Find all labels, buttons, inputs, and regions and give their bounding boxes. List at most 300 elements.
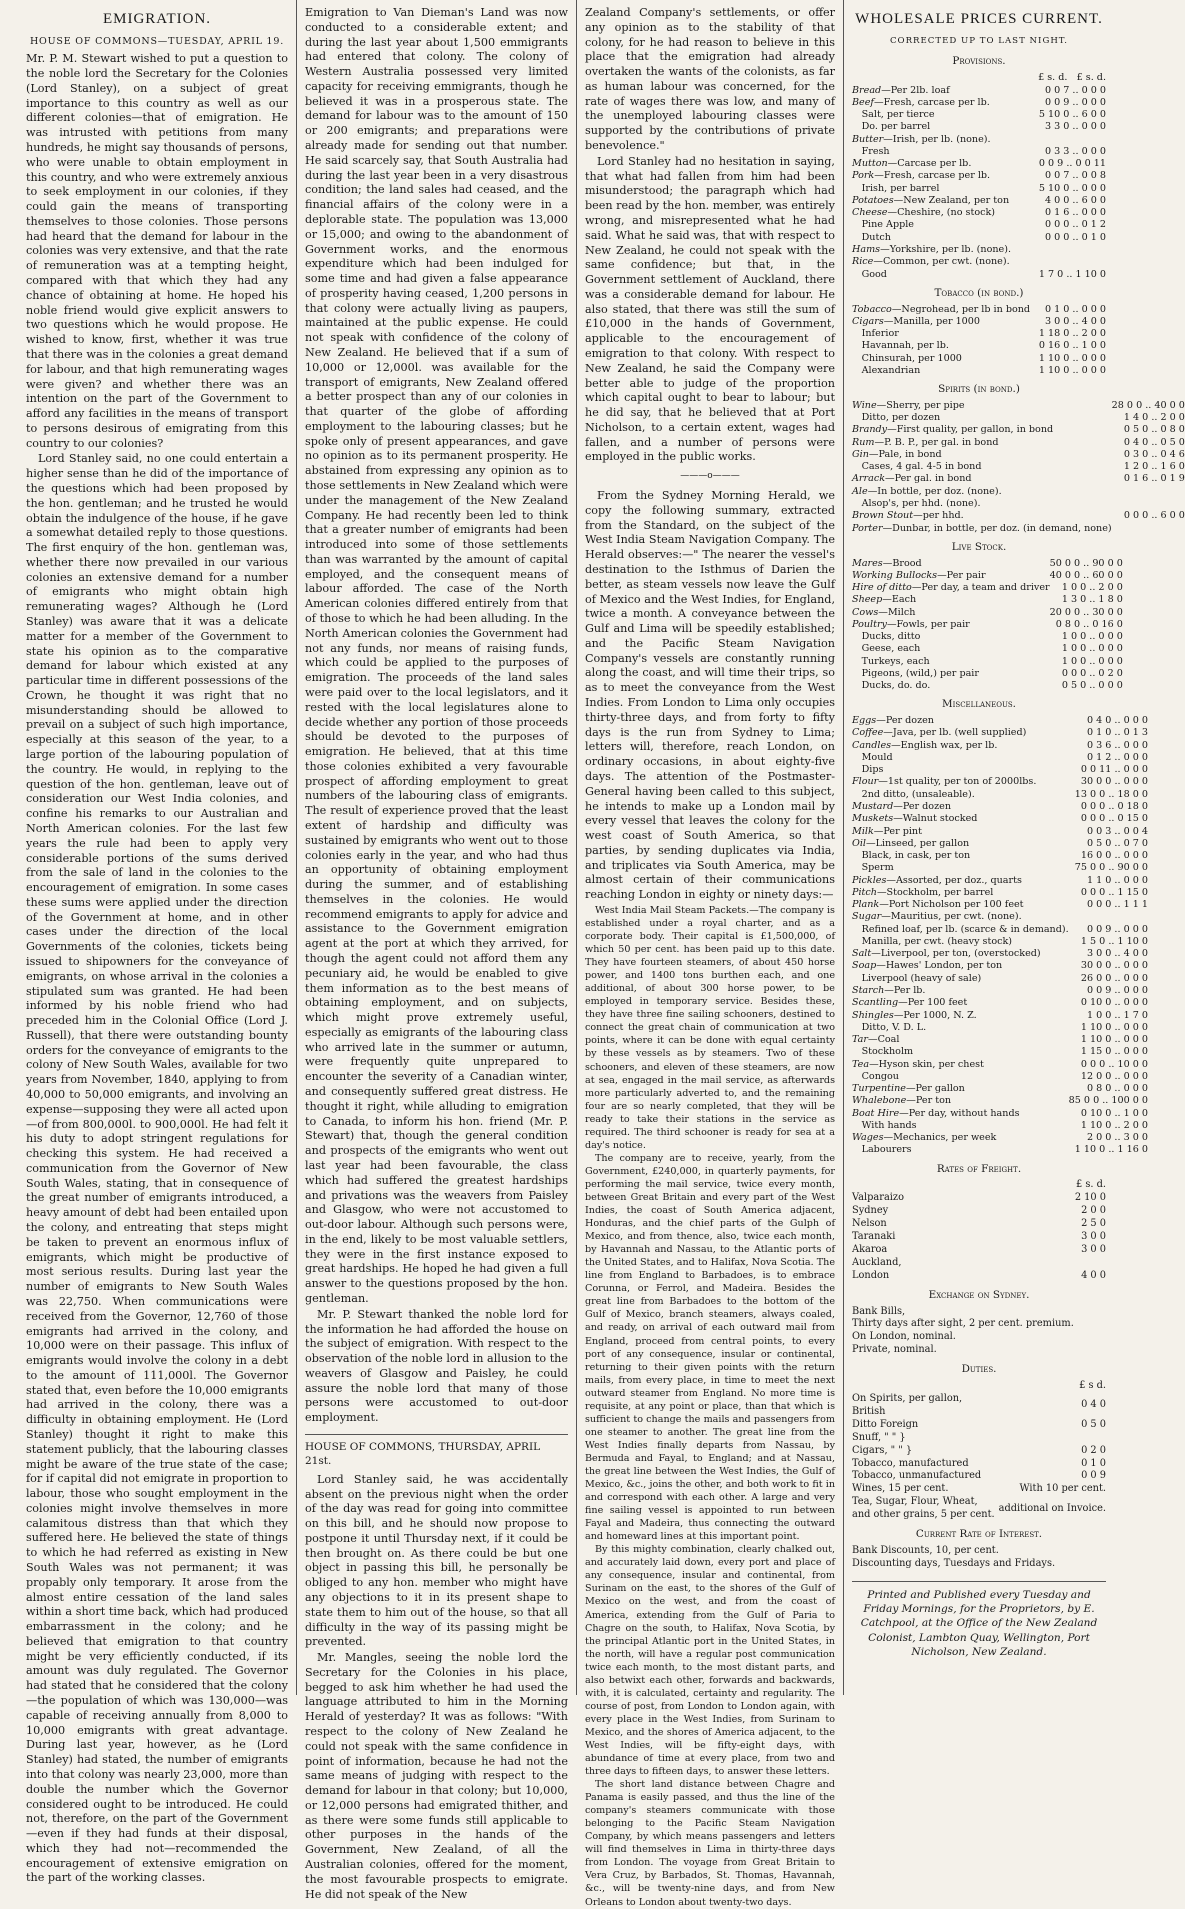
price-item-name: Tobacco <box>852 303 892 315</box>
price-row <box>852 776 1148 788</box>
price-item-name: Salt <box>852 948 872 960</box>
price-item <box>852 875 1069 887</box>
price-row <box>852 619 1123 631</box>
freight-place: Valparaizo <box>852 1192 904 1204</box>
price-row <box>852 498 1185 510</box>
price-item-name: Hire of ditto <box>852 582 912 594</box>
column-1 <box>18 0 296 1885</box>
price-row <box>852 1046 1148 1058</box>
price-value: 26 0 0 .. 0 0 0 <box>1080 972 1148 984</box>
price-item-detail: —Hyson skin, per chest <box>869 1058 984 1070</box>
price-item-detail: Ditto, V. D. L. <box>852 1021 927 1033</box>
price-item <box>852 1010 1069 1022</box>
price-row <box>852 960 1148 972</box>
price-item <box>852 1071 1069 1083</box>
article-paragraph: Lord Stanley had no hesitation in saying, that what had fallen from him had been misunderstood; the paragraph which had been read by the hon. member, was entirely wrong, and misrepresented what he had said. What he said was, that with respect to New Zealand, he could not speak with the same confidence; but that, in the Government settlement of Auckland, there was a considerable demand for labour. He also stated, that there was still the sum of £10,000 in the hands of Government, applicable to the encouragement of emigration to that colony. With respect to New Zealand, he said the Company were better able to judge of the proportion which capital ought to bear to labour; but he did say, that he believed that at Port Nicholson, to a certain extent, wages had fallen, and a number of persons were employed in the public works. <box>585 154 835 464</box>
article-paragraph: Lord Stanley said, he was accidentally absent on the previous night when the order of the day was read for going into committee on this bill, and he should now propose to postpone it until Thursday next, if it could be then brought on. As there could be but one object in passing this bill, he personally be obliged to any hon. member who might have any objections to it in its present shape to state them to him out of the house, so that all difficulty in the way of its passing might be prevented. <box>305 1472 568 1649</box>
price-value: 3 0 0 .. 4 0 0 <box>1086 948 1148 960</box>
price-item <box>852 424 1112 436</box>
emigration-subheading: HOUSE OF COMMONS—TUESDAY, APRIL 19. <box>29 35 285 47</box>
emigration-title: EMIGRATION. <box>102 11 212 27</box>
duty-label: Snuff, " " } <box>852 1431 906 1443</box>
prices-subtitle: CORRECTED UP TO LAST NIGHT. <box>889 35 1069 46</box>
price-item-name: Poultry <box>852 618 887 630</box>
price-item-name: Starch <box>852 985 885 996</box>
price-value <box>1112 486 1185 498</box>
price-item <box>852 146 1026 158</box>
interest-line: Bank Discounts, 10, per cent. <box>852 1544 999 1556</box>
price-item-detail: —Brood <box>882 557 922 569</box>
price-item <box>852 656 1050 668</box>
price-item-name: Potatoes <box>852 194 894 206</box>
freight-rate: 2 5 0 <box>1081 1218 1106 1230</box>
price-value: 1 10 0 .. 1 16 0 <box>1074 1144 1148 1156</box>
price-item <box>852 85 1026 97</box>
price-item-detail: —Cheshire, (no stock) <box>887 207 996 219</box>
price-value: 0 3 6 .. 0 0 0 <box>1086 739 1148 751</box>
price-item-detail: —Mauritius, per cwt. (none). <box>881 911 1022 923</box>
price-row <box>852 486 1185 498</box>
price-item-name: Pitch <box>852 886 877 898</box>
packets-paragraph: The company are to receive, yearly, from the Government, £240,000, in quarterly payments, for performing the mail service, twice every month, between Great Britain and every part of the West Indies, the coast of South America adjacent, Honduras, and the chief parts of the Gulph of Mexico, and from thence, also, twice each month, by Havannah and Nassau, to the Atlantic ports of the United States, and to Halifax, Nova Scotia. The line from England to Barbadoes, is to embrace Corunna, or Ferrol, and Madeira. Besides the great line from Barbadoes to the bottom of the Gulf of Mexico, branch steamers, always coaled, and ready, on arrival of each outward mail from England, proceed from central points, to every port of any consequence, insular or continental, returning to their given points with the return mails, from every place, in time to meet the next outward steamer from England. No more time is requisite, at any point or place, than that which is sufficient to change the mails and passengers from one steamer to another. The great line from the West Indies finally departs from Nassau, by Bermuda and Fayal, to England; and at Nassau, the great line between the West Indies, the Gulf of Mexico, &c., joins the other, and both work to fit in and correspond with each other. A large and very fine sailing vessel is appointed to run between Fayal and Madeira, thus connecting the outward and homeward lines at this important point. <box>585 1152 835 1543</box>
price-item <box>852 570 1050 582</box>
price-item-name: Cheese <box>852 207 888 219</box>
price-row <box>852 948 1148 960</box>
price-row <box>852 523 1185 535</box>
price-value: 1 10 0 .. 0 0 0 <box>1038 352 1106 364</box>
price-row <box>852 789 1148 801</box>
price-item-name: Porter <box>852 522 883 534</box>
price-section-title: Miscellaneous. <box>942 698 1016 711</box>
price-item-detail: Refined loaf, per lb. (scarce & in demand). <box>852 923 1069 935</box>
price-item <box>852 582 1050 594</box>
price-value: 0 5 0 .. 0 0 0 <box>1061 680 1123 692</box>
price-row <box>852 437 1185 449</box>
price-row <box>852 607 1123 619</box>
price-value: 1 7 0 .. 1 10 0 <box>1038 268 1106 280</box>
price-item-detail: —Assorted, per doz., quarts <box>886 874 1022 886</box>
freight-place: Sydney <box>852 1205 889 1217</box>
price-item <box>852 924 1069 936</box>
price-value: 0 0 9 .. 0 0 0 <box>1086 923 1148 935</box>
price-value <box>1112 498 1185 510</box>
price-row <box>852 461 1185 473</box>
price-row <box>852 424 1185 436</box>
price-value: 0 0 3 .. 0 0 4 <box>1086 825 1148 837</box>
duties-header: £ s d. <box>1079 1379 1106 1391</box>
duty-row <box>852 1458 1106 1471</box>
price-item-detail: Pine Apple <box>852 219 914 231</box>
price-item <box>852 1034 1069 1046</box>
price-item <box>852 1144 1069 1156</box>
column-rule <box>305 1434 568 1435</box>
price-value: 0 0 0 .. 1 15 0 <box>1080 886 1148 898</box>
exchange-line: On London, nominal. <box>852 1331 956 1343</box>
price-section-title: Spirits (in bond.) <box>938 383 1020 396</box>
freight-rate: 2 0 0 <box>1081 1205 1106 1217</box>
prices-column <box>843 0 1185 1695</box>
price-item-detail: —In bottle, per doz. (none). <box>867 485 1002 497</box>
price-item <box>852 1120 1069 1132</box>
price-value: 1 0 0 .. 0 0 0 <box>1061 631 1123 643</box>
price-value: 3 3 0 .. 0 0 0 <box>1044 121 1106 133</box>
price-item <box>852 400 1112 412</box>
price-item <box>852 826 1069 838</box>
price-item <box>852 1095 1069 1107</box>
price-item-detail: Havannah, per lb. <box>852 340 949 352</box>
price-item <box>852 887 1069 899</box>
price-value: 13 0 0 .. 18 0 0 <box>1074 788 1148 800</box>
price-value: 0 0 7 .. 0 0 8 <box>1044 170 1106 182</box>
price-item-detail: —Yorkshire, per lb. (none). <box>880 243 1012 255</box>
price-item <box>852 789 1069 801</box>
price-value: 1 0 0 .. 0 0 0 <box>1061 643 1123 655</box>
price-item <box>852 668 1050 680</box>
price-row <box>852 715 1148 727</box>
price-row <box>852 997 1148 1009</box>
price-value: 0 16 0 .. 1 0 0 <box>1038 340 1106 352</box>
price-item <box>852 232 1026 244</box>
price-value: 0 10 0 .. 1 0 0 <box>1080 1107 1148 1119</box>
duty-value: 0 5 0 <box>1081 1418 1106 1430</box>
freight-row <box>852 1257 1106 1270</box>
price-row <box>852 985 1148 997</box>
price-value: 0 10 0 .. 0 0 0 <box>1080 997 1148 1009</box>
duty-value: 0 0 9 <box>1081 1470 1106 1482</box>
price-value: 0 0 7 .. 0 0 0 <box>1044 84 1106 96</box>
price-row <box>852 1108 1148 1120</box>
price-row <box>852 594 1123 606</box>
price-item-name: Muskets <box>852 813 894 825</box>
price-item <box>852 764 1069 776</box>
price-item-detail: —Stockholm, per barrel <box>876 886 994 898</box>
price-item-detail: —Per 1000, N. Z. <box>893 1009 977 1021</box>
price-item-detail: Black, in cask, per ton <box>852 850 971 862</box>
price-item-detail: —Per pair <box>937 569 986 581</box>
duty-row <box>852 1432 1106 1445</box>
duty-label: Wines, 15 per cent. <box>852 1483 949 1495</box>
freight-table <box>852 1179 1106 1282</box>
price-item-detail: Good <box>852 268 887 280</box>
price-item <box>852 619 1050 631</box>
price-row <box>852 973 1148 985</box>
price-item <box>852 134 1026 146</box>
duty-row <box>852 1496 1106 1522</box>
sydney-intro-paragraph: From the Sydney Morning Herald, we copy the following summary, extracted from the Standard, on the subject of the West India Steam Navigation Company. The Herald observes:—" The nearer the vessel's destination to the Isthmus of Darien the better, as steam vessels now leave the Gulf of Mexico and the West Indies, for England, twice a month. A conveyance between the Gulf and Lima will be speedily established; and the Pacific Steam Navigation Company's vessels are constantly running along the coast, and will time their trips, so as to meet the conveyance from the West Indies. From London to Lima only occupies thirty-three days, and from forty to fifty days is the run from Sydney to Lima; letters will, therefore, reach London, on ordinary occasions, in about eighty-five days. The attention of the Postmaster-General having been called to this subject, he intends to make up a London mail by every vessel that leaves the colony for the west coast of South America, so that parties, by sending duplicates via India, and triplicates via South America, may be almost certain of their communications reaching London in eighty or ninety days:— <box>585 489 835 902</box>
price-item <box>852 1132 1069 1144</box>
price-item <box>852 461 1112 473</box>
price-row <box>852 353 1106 365</box>
price-row <box>852 1071 1148 1083</box>
price-item-name: Whalebone <box>852 1095 907 1107</box>
price-item <box>852 973 1069 985</box>
price-item-detail: Pigeons, (wild,) per pair <box>852 667 979 679</box>
price-row <box>852 668 1123 680</box>
price-item-detail: —Per ton <box>906 1095 952 1107</box>
price-row <box>852 1132 1148 1144</box>
packets-paragraph: The short land distance between Chagre and Panama is easily passed, and thus the line of the company's steamers communicate with those belonging to the Pacific Steam Navigation Company, by which means passengers and letters will find themselves in Lima in thirty-three days from London. The voyage from Great Britain to Vera Cruz, by Barbados, St. Thomas, Havannah, &c., will be twenty-nine days, and from New Orleans to London about twenty-two days. <box>585 1779 835 1908</box>
price-item-name: Tar <box>852 1034 868 1046</box>
price-row <box>852 269 1106 281</box>
price-row <box>852 510 1185 522</box>
duty-row <box>852 1393 1106 1419</box>
price-item-detail: —Per gal. in bond <box>885 473 972 485</box>
price-item <box>852 838 1069 850</box>
price-row <box>852 558 1123 570</box>
price-value: 0 1 2 .. 0 0 0 <box>1086 751 1148 763</box>
duties-header-row <box>852 1380 1106 1393</box>
price-item-name: Coffee <box>852 727 884 739</box>
price-item-name: Rice <box>852 256 874 268</box>
price-item <box>852 437 1112 449</box>
price-value: 12 0 0 .. 0 0 0 <box>1080 1070 1148 1082</box>
duty-label: Tea, Sugar, Flour, Wheat, and other grains, 5 per cent. <box>852 1496 995 1521</box>
price-item-name: Candles <box>852 739 892 751</box>
price-value: 0 8 0 .. 0 16 0 <box>1055 618 1123 630</box>
price-row <box>852 813 1148 825</box>
price-value: 0 0 0 .. 0 18 0 <box>1080 801 1148 813</box>
price-item <box>852 715 1069 727</box>
freight-row <box>852 1205 1106 1218</box>
price-row <box>852 473 1185 485</box>
price-item <box>852 523 1112 535</box>
price-item-name: Shingles <box>852 1009 894 1021</box>
price-item <box>852 960 1069 972</box>
price-item <box>852 269 1026 281</box>
price-item-detail: Ducks, do. do. <box>852 680 931 692</box>
exchange-lines <box>852 1306 1106 1358</box>
price-item-detail: Congou <box>852 1070 899 1082</box>
price-item <box>852 740 1069 752</box>
price-item-detail: —Hawes' London, per ton <box>876 960 1003 972</box>
price-table <box>852 304 1106 378</box>
price-item <box>852 316 1030 328</box>
price-value: 0 0 11 .. 0 0 0 <box>1080 764 1148 776</box>
price-row <box>852 862 1148 874</box>
price-sections <box>852 55 1185 1157</box>
duties-title: Duties. <box>961 1363 997 1376</box>
price-value: 0 4 0 .. 0 5 0 <box>1123 436 1185 448</box>
price-row <box>852 146 1106 158</box>
price-item-detail: —Pale, in bond <box>868 448 942 460</box>
price-row <box>852 170 1106 182</box>
price-value: 0 3 3 .. 0 0 0 <box>1044 145 1106 157</box>
imprint: Printed and Published every Tuesday and Friday Mornings, for the Proprietors, by E. Catchpool, at the Office of the New Zealand Colonist, Lambton Quay, Wellington, Port Nicholson, New Zealand. <box>852 1581 1106 1659</box>
price-item-detail: —Negrohead, per lb in bond <box>891 303 1031 315</box>
price-value: 28 0 0 .. 40 0 0 <box>1111 399 1185 411</box>
price-value: 5 10 0 .. 0 0 0 <box>1038 182 1106 194</box>
price-value: 0 4 0 .. 0 0 0 <box>1086 715 1148 727</box>
price-item-detail: Liverpool (heavy of sale) <box>852 972 982 984</box>
price-value: 5 10 0 .. 6 0 0 <box>1038 109 1106 121</box>
price-value: 0 1 0 .. 0 0 0 <box>1044 303 1106 315</box>
column-2 <box>296 0 576 1901</box>
price-item-detail: —First quality, per gallon, in bond <box>887 424 1054 436</box>
price-item <box>852 510 1112 522</box>
price-row <box>852 570 1123 582</box>
duty-row <box>852 1483 1106 1496</box>
price-row <box>852 680 1123 692</box>
price-row <box>852 121 1106 133</box>
price-item <box>852 899 1069 911</box>
price-item <box>852 498 1112 510</box>
price-value: 1 1 0 .. 0 0 0 <box>1086 874 1148 886</box>
price-item <box>852 449 1112 461</box>
price-value <box>1112 523 1185 535</box>
duty-label: Tobacco, manufactured <box>852 1457 969 1469</box>
price-item-detail: —Per day, without hands <box>899 1107 1020 1119</box>
price-row <box>852 764 1148 776</box>
price-row <box>852 400 1185 412</box>
price-item-detail: 2nd ditto, (unsaleable). <box>852 788 975 800</box>
price-item-name: Arrack <box>852 473 886 485</box>
freight-place: Taranaki <box>852 1231 896 1243</box>
price-item-detail: —P. B. P., per gal. in bond <box>874 436 999 448</box>
price-item <box>852 207 1026 219</box>
price-item-detail: —Fresh, carcase per lb. <box>873 96 990 108</box>
price-row <box>852 643 1123 655</box>
price-item-name: Brown Stout <box>852 510 914 522</box>
price-item-name: Brandy <box>852 424 888 436</box>
price-item <box>852 109 1026 121</box>
price-item-name: Wages <box>852 1132 884 1144</box>
price-value: 1 0 0 .. 0 0 0 <box>1061 655 1123 667</box>
price-item-name: Eggs <box>852 715 877 727</box>
price-item <box>852 195 1026 207</box>
price-item-detail: —Sherry, per pipe <box>876 399 965 411</box>
price-row <box>852 412 1185 424</box>
price-item-detail: Turkeys, each <box>852 655 930 667</box>
price-row <box>852 631 1123 643</box>
price-value: 1 0 0 .. 1 7 0 <box>1086 1009 1148 1021</box>
price-table <box>852 715 1148 1157</box>
price-item-detail: Dips <box>852 764 884 776</box>
price-item <box>852 850 1069 862</box>
price-value: 0 3 0 .. 0 4 6 <box>1123 448 1185 460</box>
price-row <box>852 232 1106 244</box>
section-separator: ———o——— <box>680 471 740 482</box>
price-value: 1 18 0 .. 2 0 0 <box>1038 328 1106 340</box>
freight-place: Nelson <box>852 1218 887 1230</box>
article-paragraph: Emigration to Van Dieman's Land was now conducted to a considerable extent; and during the last year about 1,500 emmigrants had entered that colony. The colony of Western Australia possessed very limited capacity for receiving emmigrants, though he believed it was in a prosperous state. The demand for labour was to the amount of 150 or 200 emigrants; and preparations were already made for sending out that number. He said scarcely say, that South Australia had during the last year been in a very disastrous condition; the land sales had ceased, and the financial affairs of the colony were in a deplorable state. The population was 13,000 or 15,000; and owing to the abandonment of Government works, and the enormous expenditure which had been indulged for some time and had given a false appearance of prosperity having ceased, 1,200 persons in that colony were actually living as paupers, maintained at the public expense. He could not speak with confidence of the colony of New Zealand. He believed that if a sum of 10,000 or 12,000l. was available for the transport of emigrants, New Zealand offered a better prospect than any of our colonies in that quarter of the globe of affording employment to the labouring classes; but he spoke only of present appearances, and gave no opinion as to its permanent prosperity. He abstained from expressing any opinion as to those settlements in New Zealand which were under the management of the New Zealand Company. He had recently been led to think that a greater number of emigrants had been introduced into some of those settlements than was warranted by the amount of capital employed, and the consequent means of labour afforded. The case of the North American colonies differed entirely from that of those to which he had been alluding. In the North American colonies the Government had not any funds, nor means of raising funds, which could be applied to the purposes of emigration. The proceeds of the land sales were paid over to the local legislators, and it rested with the local legislatures alone to decide whether any portion of those proceeds should be devoted to the purposes of emigration. He believed, that at this time those colonies exhibited a very favourable prospect of affording employment to great numbers of the labouring class of emigrants. The result of experience proved that the least extent of hardship and difficulty was sustained by emigrants who went out to those colonies early in the year, and who had thus an opportunity of obtaining employment during the summer, and of establishing themselves in the colonies. He would recommend emigrants to apply for advice and assistance to the Government emigration agent at the port at which they arrived, for though the agent could not afford them any pecuniary aid, he would be enabled to give them information as to the best means of obtaining employment, and on subjects, which might prove extremely useful, especially as emigrants of the labouring class who arrived late in the summer or autumn, were frequently quite unprepared to encounter the severity of a Canadian winter, and consequently suffered great distress. He thought it right, while alluding to emigration to Canada, to inform his hon. friend (Mr. P. Stewart) that, though the general condition and prospects of the emigrants who went out last year had been favourable, the class which had suffered the greatest hardships and privations was the weavers from Paisley and Glasgow, who were not accustomed to out-door labour. Although such persons were, in the end, likely to be most valuable settlers, they were in the first instance exposed to great hardships. He hoped he had given a full answer to the questions proposed by the hon. gentleman. <box>305 6 568 1305</box>
price-row <box>852 1010 1148 1022</box>
price-row <box>852 304 1106 316</box>
price-item <box>852 244 1026 256</box>
price-item-detail: —Per dozen <box>876 715 934 727</box>
price-value: 85 0 0 .. 100 0 0 <box>1068 1095 1148 1107</box>
price-table <box>852 85 1106 281</box>
price-item <box>852 219 1026 231</box>
price-value: 0 1 0 .. 0 1 3 <box>1086 727 1148 739</box>
price-row <box>852 109 1106 121</box>
price-row <box>852 1144 1148 1156</box>
freight-header-row <box>852 1179 1106 1192</box>
price-value: 1 15 0 .. 0 0 0 <box>1080 1046 1148 1058</box>
price-value: 0 0 9 .. 0 0 0 <box>1086 985 1148 996</box>
price-row <box>852 838 1148 850</box>
article-paragraph: Mr. Mangles, seeing the noble lord the Secretary for the Colonies in his place, begged to ask him whether he had used the language attributed to him in the Morning Herald of yesterday? It was as follows: "With respect to the colony of New Zealand he could not speak with the same confidence in point of information, because he had not the same means of judging with respect to the demand for labour in that colony; but 10,000, or 12,000 persons had emigrated thither, and as there were some funds still applicable to other purposes in the hands of the Government, New Zealand, of all the Australian colonies, offered for the moment, the most favourable prospects to emigrate. He did not speak of the New <box>305 1651 568 1901</box>
price-row <box>852 207 1106 219</box>
duty-label: On Spirits, per gallon, British <box>852 1392 963 1417</box>
price-item-detail: —Per gallon <box>905 1083 965 1095</box>
price-item-name: Scantling <box>852 997 899 1009</box>
price-item-name: Sheep <box>852 594 883 606</box>
price-value: 1 2 0 .. 1 6 0 <box>1123 461 1185 473</box>
price-value: 75 0 0 .. 90 0 0 <box>1074 862 1148 874</box>
price-item-detail: —Fowls, per pair <box>886 618 970 630</box>
prices-title: WHOLESALE PRICES CURRENT. <box>855 11 1103 27</box>
price-item <box>852 328 1030 340</box>
price-value: 0 1 6 .. 0 1 9 <box>1123 473 1185 485</box>
price-column-header: £ s. d. £ s. d. <box>1038 71 1106 83</box>
price-value: 0 0 0 .. 6 0 0 <box>1123 510 1185 522</box>
price-value: 0 0 0 .. 0 1 2 <box>1044 219 1106 231</box>
price-value: 0 0 9 .. 0 0 11 <box>1038 158 1106 170</box>
duty-label: Cigars, " " } <box>852 1444 913 1456</box>
price-value: 0 5 0 .. 0 8 0 <box>1123 424 1185 436</box>
freight-rate: 2 10 0 <box>1074 1192 1106 1204</box>
price-item-detail: —Per lb. <box>884 985 926 996</box>
price-row <box>852 1095 1148 1107</box>
price-item-name: Sugar <box>852 911 882 923</box>
price-row <box>852 365 1106 377</box>
price-item <box>852 752 1069 764</box>
price-row <box>852 195 1106 207</box>
price-item <box>852 256 1026 268</box>
duty-row <box>852 1445 1106 1458</box>
freight-rate: 3 0 0 <box>1081 1231 1106 1243</box>
price-item <box>852 558 1050 570</box>
price-item-detail: —1st quality, per ton of 2000lbs. <box>878 776 1037 788</box>
price-row <box>852 183 1106 195</box>
price-value: 30 0 0 .. 0 0 0 <box>1080 960 1148 972</box>
price-item-detail: —Irish, per lb. (none). <box>883 133 991 145</box>
price-item <box>852 1059 1069 1071</box>
price-item <box>852 997 1069 1009</box>
freight-row <box>852 1244 1106 1257</box>
price-item <box>852 813 1069 825</box>
price-row <box>852 244 1106 256</box>
price-value: 2 0 0 .. 3 0 0 <box>1086 1132 1148 1144</box>
price-value <box>1026 256 1106 268</box>
price-value: 16 0 0 .. 0 0 0 <box>1080 850 1148 862</box>
price-item-detail: Do. per barrel <box>852 121 931 133</box>
price-item-detail: Dutch <box>852 231 891 243</box>
price-value: 0 0 9 .. 0 0 0 <box>1044 96 1106 108</box>
price-item <box>852 948 1069 960</box>
price-item <box>852 340 1030 352</box>
price-value: 1 10 0 .. 0 0 0 <box>1080 1021 1148 1033</box>
price-row <box>852 219 1106 231</box>
price-item-detail: —Dunbar, in bottle, per doz. (in demand, none) <box>882 522 1112 534</box>
duty-value: additional on Invoice. <box>998 1502 1106 1514</box>
price-item-detail: Chinsurah, per 1000 <box>852 352 962 364</box>
price-item-detail: —Per pint <box>873 825 922 837</box>
price-item-name: Turpentine <box>852 1083 906 1095</box>
price-item <box>852 304 1030 316</box>
price-value <box>1026 134 1106 146</box>
packets-paragraph: West India Mail Steam Packets.—The company is established under a royal charter, and as a corporate body. Their capital is £1,500,000, of which 50 per cent. has been paid up to this date. They have fourteen steamers, of about 450 horse power, and 1400 tons burthen each, and one additional, of about 300 horse power, to be employed in temporary service. Besides these, they have three fine sailing schooners, destined to connect the great chain of communication at two points, where it can be done with equal certainty by these vessels as by steamers. Two of these schooners, and eleven of these steamers, are now at sea, engaged in the mail service, as afterwards more particularly adverted to, and the remaining four are so nearly completed, that they will be ready to take their stations in the service as required. The third schooner is ready for sea at a day's notice. <box>585 904 835 1151</box>
price-item-detail: —Per day, a team and driver <box>911 582 1050 594</box>
price-row <box>852 97 1106 109</box>
price-value: 0 5 0 .. 0 7 0 <box>1086 837 1148 849</box>
duty-value: 0 1 0 <box>1081 1457 1106 1469</box>
price-item <box>852 473 1112 485</box>
price-item-detail: —Coal <box>867 1034 900 1046</box>
price-item <box>852 353 1030 365</box>
price-row <box>852 1022 1148 1034</box>
price-value: 30 0 0 .. 0 0 0 <box>1080 776 1148 788</box>
